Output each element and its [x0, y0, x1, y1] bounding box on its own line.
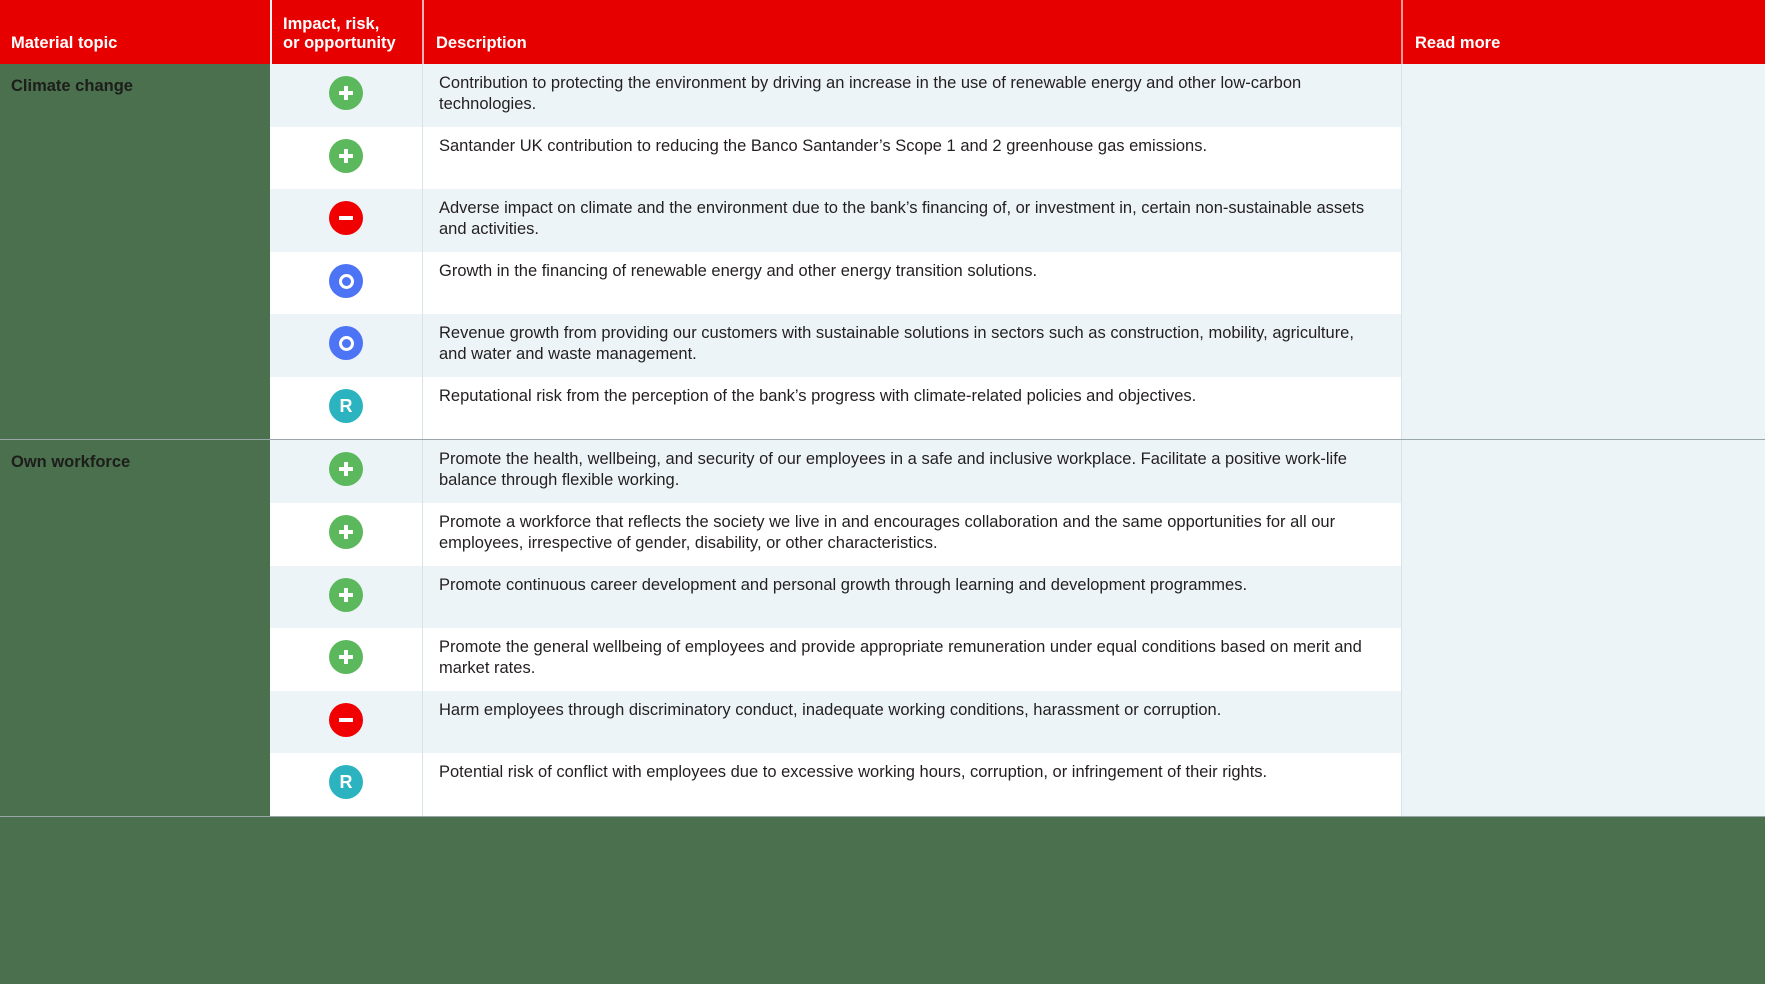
column-header-impact-line1: Impact, risk, — [283, 15, 380, 34]
description-cell: Santander UK contribution to reducing the Banco Santander’s Scope 1 and 2 greenhouse gas emissions. — [422, 127, 1401, 189]
o-glyph — [339, 274, 354, 289]
r-glyph: R — [339, 395, 353, 416]
impact-risk-opportunity-cell — [270, 252, 422, 314]
description-cell: Promote continuous career development and personal growth through learning and development programmes. — [422, 566, 1401, 628]
column-header-material-topic-label: Material topic — [11, 33, 118, 52]
table-row — [270, 252, 1765, 314]
footer-band — [0, 817, 1765, 984]
column-header-material-topic — [0, 0, 270, 64]
minus-glyph — [339, 713, 353, 727]
impact-risk-opportunity-cell — [270, 314, 422, 377]
description-cell: Adverse impact on climate and the environment due to the bank’s financing of, or investment in, certain non-sustainable assets and activities. — [422, 189, 1401, 252]
column-header-description-label: Description — [436, 33, 527, 52]
material-topic-label: Own workforce — [11, 453, 131, 471]
plus-glyph — [339, 525, 353, 539]
read-more-cell[interactable] — [1401, 314, 1765, 377]
impact-risk-opportunity-cell — [270, 566, 422, 628]
table-row — [270, 753, 1765, 816]
positive-impact-icon — [329, 76, 363, 110]
plus-glyph — [339, 149, 353, 163]
impact-risk-opportunity-cell — [270, 64, 422, 127]
topic-group — [0, 440, 1765, 817]
read-more-cell[interactable] — [1401, 127, 1765, 189]
table-row — [270, 189, 1765, 252]
opportunity-icon — [329, 264, 363, 298]
impact-risk-opportunity-cell — [270, 440, 422, 503]
column-header-description — [422, 0, 1401, 64]
positive-impact-icon — [329, 452, 363, 486]
table-row — [270, 377, 1765, 439]
read-more-cell[interactable] — [1401, 189, 1765, 252]
plus-glyph — [339, 86, 353, 100]
table-header-row — [0, 0, 1765, 64]
read-more-cell[interactable] — [1401, 377, 1765, 439]
impact-risk-opportunity-cell — [270, 127, 422, 189]
table-row — [270, 314, 1765, 377]
material-topic-label: Climate change — [11, 77, 133, 95]
column-header-impact-line2: or opportunity — [283, 33, 396, 52]
impact-risk-opportunity-cell — [270, 189, 422, 252]
impact-risk-opportunity-cell — [270, 377, 422, 439]
description-cell: Revenue growth from providing our customers with sustainable solutions in sectors such as construction, mobility, agriculture, and water and waste management. — [422, 314, 1401, 377]
description-cell: Promote a workforce that reflects the society we live in and encourages collaboration and the same opportunities for all our employees, irrespective of gender, disability, or other characteristics. — [422, 503, 1401, 566]
impact-risk-opportunity-cell — [270, 691, 422, 753]
read-more-cell[interactable] — [1401, 628, 1765, 691]
read-more-cell[interactable] — [1401, 691, 1765, 753]
table-row — [270, 64, 1765, 127]
read-more-cell[interactable] — [1401, 252, 1765, 314]
impact-risk-opportunity-cell — [270, 753, 422, 816]
description-cell: Reputational risk from the perception of the bank’s progress with climate-related policies and objectives. — [422, 377, 1401, 439]
material-topic-cell — [0, 440, 270, 816]
description-cell: Contribution to protecting the environment by driving an increase in the use of renewable energy and other low-carbon technologies. — [422, 64, 1401, 127]
read-more-cell[interactable] — [1401, 64, 1765, 127]
opportunity-icon — [329, 326, 363, 360]
topic-rows — [270, 440, 1765, 816]
table-row — [270, 628, 1765, 691]
plus-glyph — [339, 650, 353, 664]
column-header-read-more — [1401, 0, 1765, 64]
material-topic-cell — [0, 64, 270, 439]
column-header-read-more-label: Read more — [1415, 33, 1501, 52]
minus-glyph — [339, 211, 353, 225]
negative-impact-icon — [329, 703, 363, 737]
description-cell: Promote the health, wellbeing, and security of our employees in a safe and inclusive workplace. Facilitate a positive work-life balance through flexible working. — [422, 440, 1401, 503]
negative-impact-icon — [329, 201, 363, 235]
description-cell: Harm employees through discriminatory conduct, inadequate working conditions, harassment or corruption. — [422, 691, 1401, 753]
description-cell: Potential risk of conflict with employees due to excessive working hours, corruption, or infringement of their rights. — [422, 753, 1401, 816]
impact-risk-opportunity-cell — [270, 628, 422, 691]
read-more-cell[interactable] — [1401, 440, 1765, 503]
topic-rows — [270, 64, 1765, 439]
positive-impact-icon — [329, 640, 363, 674]
topic-group — [0, 64, 1765, 440]
table-row — [270, 691, 1765, 753]
table-row — [270, 127, 1765, 189]
table-row — [270, 503, 1765, 566]
r-glyph: R — [339, 771, 353, 792]
column-header-impact-risk-opportunity — [270, 0, 422, 64]
description-cell: Growth in the financing of renewable energy and other energy transition solutions. — [422, 252, 1401, 314]
impact-risk-opportunity-cell — [270, 503, 422, 566]
positive-impact-icon — [329, 515, 363, 549]
o-glyph — [339, 336, 354, 351]
table-row — [270, 566, 1765, 628]
table-body — [0, 64, 1765, 817]
read-more-cell[interactable] — [1401, 753, 1765, 816]
plus-glyph — [339, 462, 353, 476]
risk-icon — [329, 389, 363, 423]
read-more-cell[interactable] — [1401, 566, 1765, 628]
description-cell: Promote the general wellbeing of employees and provide appropriate remuneration under equal conditions based on merit and market rates. — [422, 628, 1401, 691]
read-more-cell[interactable] — [1401, 503, 1765, 566]
plus-glyph — [339, 588, 353, 602]
table-row — [270, 440, 1765, 503]
risk-icon — [329, 765, 363, 799]
positive-impact-icon — [329, 139, 363, 173]
positive-impact-icon — [329, 578, 363, 612]
